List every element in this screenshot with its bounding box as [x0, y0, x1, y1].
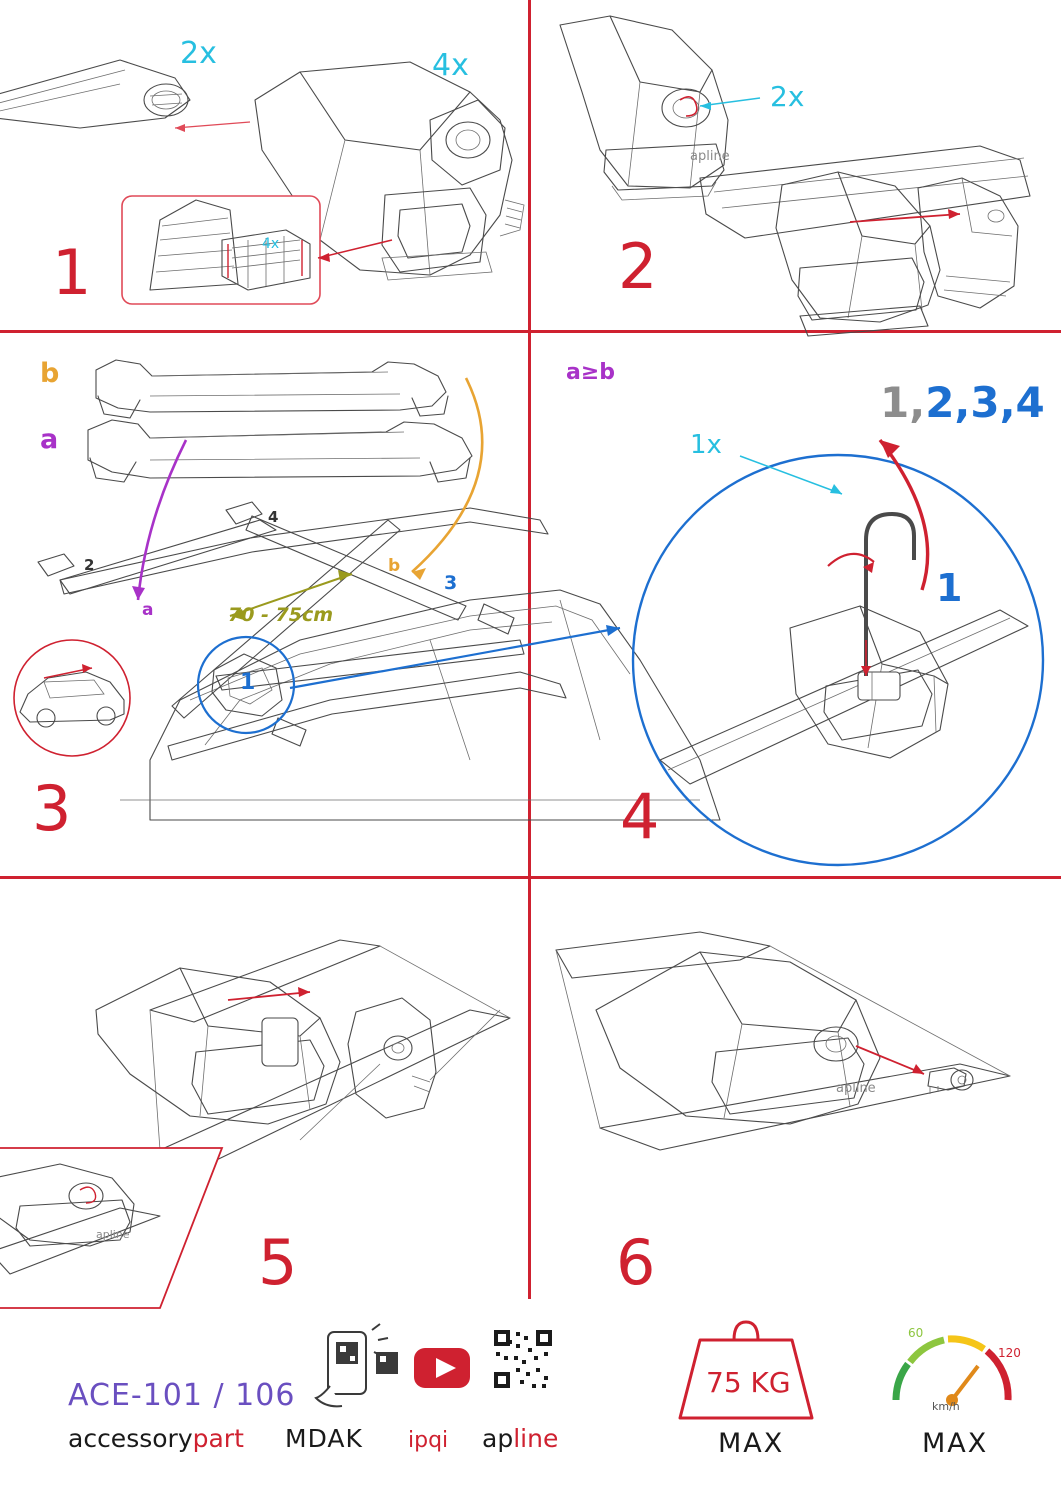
step-number-6: 6: [616, 1226, 656, 1299]
marker-1: 1: [240, 670, 256, 695]
sequence-rest: 2,3,4: [925, 378, 1045, 427]
brand-ap-text: ap: [482, 1424, 514, 1453]
svg-text:apline: apline: [836, 1081, 876, 1096]
brand-apline: [482, 1424, 558, 1453]
speed-tick-max: 120: [998, 1346, 1021, 1360]
qty-label-4x-pad: 4x: [262, 236, 280, 252]
step-number-2: 2: [618, 230, 658, 303]
step-number-4: 4: [620, 780, 660, 853]
marker-2: 2: [84, 556, 95, 574]
svg-text:apline: apline: [690, 149, 730, 164]
condition-label: [566, 360, 615, 385]
brand-accessory-text: accessory: [68, 1424, 193, 1453]
distance-label: 70 - 75cm: [228, 604, 334, 626]
sequence-label: [880, 378, 1045, 427]
bar-label-b: b: [40, 358, 60, 389]
arrow-label-b: b: [388, 556, 401, 576]
marker-3: 3: [444, 572, 458, 594]
step-number-5: 5: [258, 1226, 298, 1299]
max-speed-label: MAX: [922, 1428, 989, 1459]
max-weight-label: MAX: [718, 1428, 785, 1459]
max-weight-value: 75 KG: [706, 1366, 791, 1399]
step-number-1: 1: [52, 236, 92, 309]
qty-label-2x-lock: 2x: [770, 80, 805, 113]
brand-accessorypart: [68, 1424, 244, 1453]
qty-label-1x-hook: 1x: [690, 430, 722, 460]
qty-label-2x-bar: 2x: [180, 36, 217, 71]
speed-unit-label: km/h: [932, 1400, 960, 1413]
brand-part-text: part: [192, 1424, 244, 1453]
svg-text:apline: apline: [96, 1228, 130, 1241]
brand-line-text: line: [513, 1424, 559, 1453]
product-code: ACE-101 / 106: [68, 1378, 296, 1413]
qty-label-4x-foot: 4x: [432, 48, 469, 83]
step-number-3: 3: [32, 772, 72, 845]
arrow-label-a: a: [142, 600, 154, 620]
brand-mdak: MDAK: [285, 1424, 363, 1453]
condition-text: a≥b: [566, 360, 616, 385]
brand-ipqi: ipqi: [408, 1428, 449, 1453]
bar-label-a: a: [40, 424, 59, 455]
speed-tick-min: 60: [908, 1326, 924, 1340]
sequence-prefix: 1,: [880, 378, 926, 427]
marker-4: 4: [268, 508, 279, 526]
turn-order-first: 1: [936, 566, 963, 610]
